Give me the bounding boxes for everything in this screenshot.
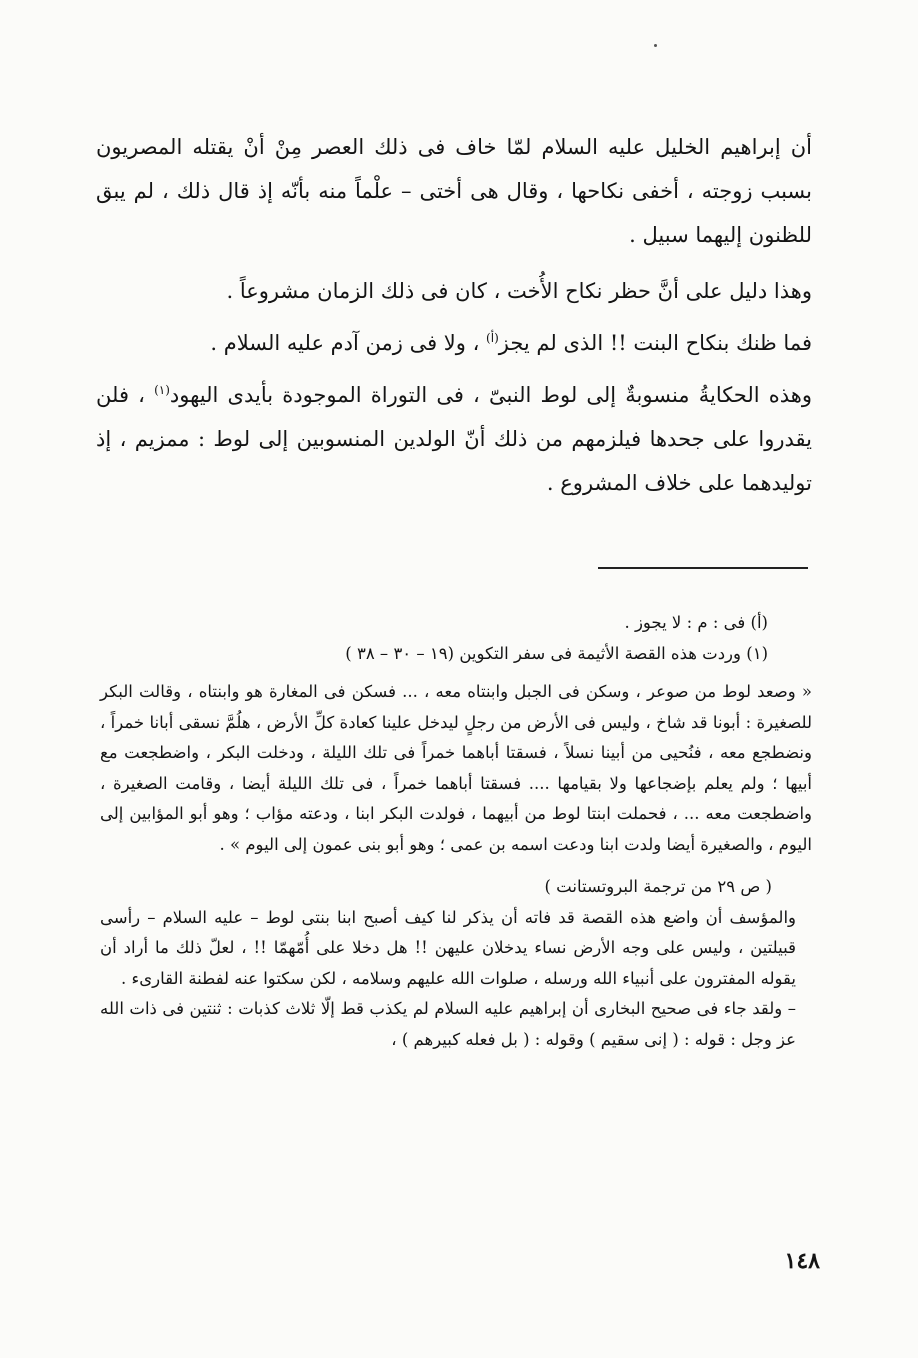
footnote-quote: « وصعد لوط من صوعر ، وسكن فى الجبل وابنتاه معه ، ... فسكن فى المغارة هو وابنتاه ، وقالت البكر للصغيرة : أبونا قد شاخ ، وليس فى الأرض من رجلٍ ليدخل علينا كعادة كلِّ الأرض ، هلُمَّ نسقى أبانا خمراً ، ونضطجع معه ، فنُحيى من أبينا نسلاً ، فسقتا أباهما خمراً فى تلك الليلة ، ودخلت البكر ، واضطجعت مع أبيها ؛ ولم يعلم بإضجاعها ولا بقيامها .... فسقتا أباهما خمراً ، فى تلك الليلة أيضا ، وقامت الصغيرة ، واضطجعت معه ... ، فحملت ابنتا لوط من أبيهما ، فولدت البكر ابنا ، ودعته مؤاب ؛ وهو أبو المؤابين إلى اليوم ، والصغيرة أيضا ولدت ابنا ودعت اسمه بن عمى ؛ وهو أبو بنى عمون إلى اليوم » . [100, 682, 812, 854]
footnote-1: (١) وردت هذه القصة الأثيمة فى سفر التكوين (١٩ – ٣٠ – ٣٨ ) [345, 643, 768, 663]
paragraph-3-text: فما ظنك بنكاح البنت !! الذى لم يجز [498, 331, 812, 355]
footnote-divider [598, 567, 808, 569]
footnote-comment: والمؤسف أن واضع هذه القصة قد فاته أن يذكر لنا كيف أصبح ابنا بنتى لوط – عليه السلام – رأسى قبيلتين ، وليس على وجه الأرض نساء يدخلان عليهن !! هل دخلا على أُمّهمّا !! ، لعلّ ذلك ما أراد أن يقوله المفترون على أنبياء الله ورسله ، صلوات الله عليهم وسلامه ، لكن سكتوا عنه لفطنة القارىء . [100, 907, 796, 988]
footnote-ref-1: (١) [154, 383, 170, 397]
paragraph-3 [96, 321, 812, 365]
paragraph-2: وهذا دليل على أنَّ حظر نكاح الأُخت ، كان فى ذلك الزمان مشروعاً . [226, 279, 812, 303]
paragraph-4-text: وهذه الحكايةُ منسوبةٌ إلى لوط النبىّ ، فى التوراة الموجودة بأيدى اليهود [169, 383, 812, 407]
paragraph-4-text-cont: ، فلن يقدروا على جحدها فيلزمهم من ذلك أنّ الولدين المنسوبين إلى لوط : ممزيم ، إذ توليدهما على خلاف المشروع . [96, 383, 812, 495]
page-number: ١٤٨ [784, 1248, 820, 1274]
paragraph-1: أن إبراهيم الخليل عليه السلام لمّا خاف فى ذلك العصر مِنْ أنْ يقتله المصريون بسبب زوجته ، أخفى نكاحها ، وقال هى أختى – علْماً منه بأنّه إذ قال ذلك ، لم يبق للظنون إليهما سبيل . [96, 135, 812, 247]
main-text [96, 125, 812, 513]
paragraph-4 [96, 373, 812, 505]
scan-speck [654, 44, 657, 47]
footnote-ref-a: (أ) [486, 331, 499, 345]
paragraph-3-text-cont: ، ولا فى زمن آدم عليه السلام . [210, 331, 487, 355]
footnote-source: ( ص ٢٩ من ترجمة البروتستانت ) [544, 877, 772, 896]
footnote-a: (أ) فى : م : لا يجوز . [624, 613, 768, 632]
footnote-bukhari: – ولقد جاء فى صحيح البخارى أن إبراهيم عليه السلام لم يكذب قط إلّا ثلاث كذبات : ثنتين فى ذات الله عز وجل : قوله : ( إنى سقيم ) وقوله : ( بل فعله كبيرهم ) ، [100, 999, 796, 1049]
footnotes [100, 608, 812, 1055]
